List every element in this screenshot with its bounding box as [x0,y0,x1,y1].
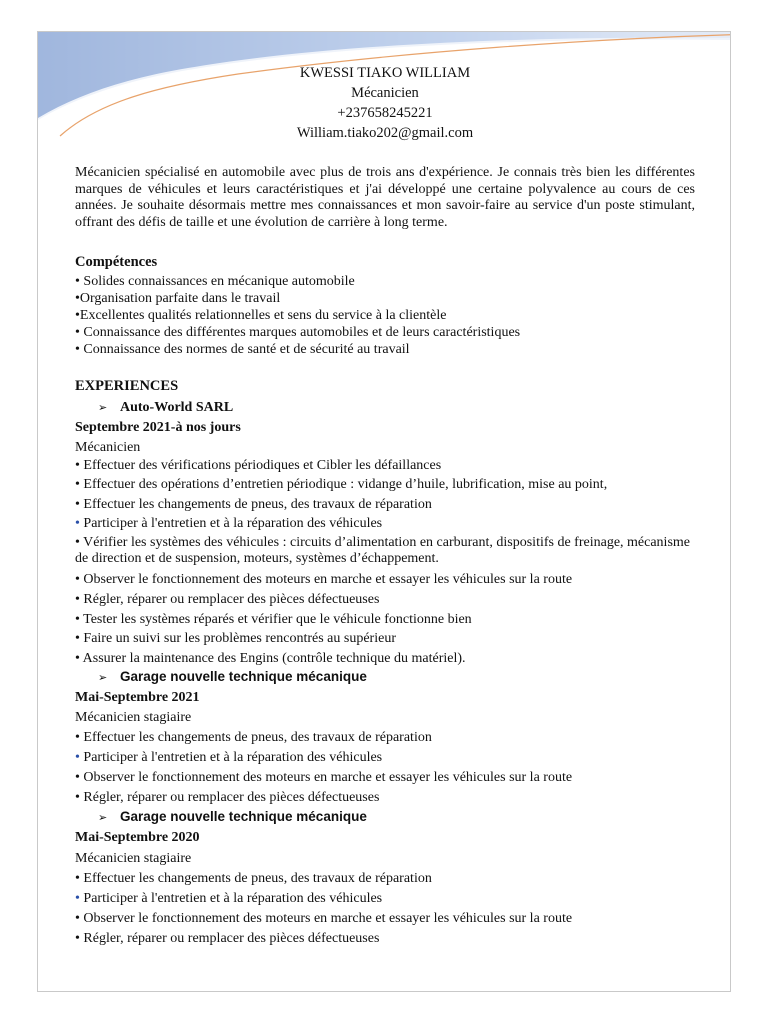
task-item: • Effectuer des opérations d’entretien périodique : vidange d’huile, lubrification, mise au point, [75,477,608,492]
skill-item: •Excellentes qualités relationnelles et sens du service à la clientèle [75,308,447,323]
resume-page [37,31,731,992]
task-item: • Régler, réparer ou remplacer des pièces défectueuses [75,592,380,607]
skills-heading: Compétences [75,254,158,270]
task-item: • Participer à l'entretien et à la réparation des véhicules [75,891,383,906]
skill-item: • Connaissance des différentes marques automobiles et de leurs caractéristiques [75,325,521,340]
experiences-heading: EXPERIENCES [75,378,179,394]
job-role: Mécanicien [75,440,141,455]
task-item: • Observer le fonctionnement des moteurs en marche et essayer les véhicules sur la route [75,911,573,926]
contact-header [75,63,695,143]
task-item: • Observer le fonctionnement des moteurs en marche et essayer les véhicules sur la route [75,572,573,587]
task-item: • Faire un suivi sur les problèmes rencontrés au supérieur [75,631,396,646]
job-period: Mai-Septembre 2020 [75,830,200,845]
task-item: • Assurer la maintenance des Engins (contrôle technique du matériel). [75,651,466,666]
company-name: ➢ Garage nouvelle technique mécanique [98,669,367,684]
arrow-bullet-icon: ➢ [98,671,108,684]
candidate-title: Mécanicien [351,85,419,101]
arrow-bullet-icon: ➢ [98,811,108,824]
job-role: Mécanicien stagiaire [75,851,192,866]
bullet-icon: • [75,516,84,531]
task-item: • Effectuer les changements de pneus, des travaux de réparation [75,730,432,745]
task-item: • Tester les systèmes réparés et vérifier que le véhicule fonctionne bien [75,612,472,627]
skill-item: • Solides connaissances en mécanique automobile [75,274,355,289]
job-period: Septembre 2021-à nos jours [75,420,241,435]
arrow-bullet-icon: ➢ [98,401,108,414]
profile-summary: Mécanicien spécialisé en automobile avec plus de trois ans d'expérience. Je connais très bien les différentes marques de véhicules et leurs caractéristiques et j'ai développé une certaine polyvalence au cours de ces années. Je souhaite désormais mettre mes connaissances et mon savoir-faire au service d'un poste stimulant, offrant des défis de taille et une évolution de carrière à long terme. [75,165,695,230]
task-item: • Effectuer des vérifications périodiques et Cibler les défaillances [75,458,442,473]
bullet-icon: • [75,891,84,906]
candidate-name: KWESSI TIAKO WILLIAM [299,65,471,81]
job-role: Mécanicien stagiaire [75,710,192,725]
company-name: ➢ Auto-World SARL [98,400,234,415]
skill-item: • Connaissance des normes de santé et de sécurité au travail [75,342,410,357]
skill-item: •Organisation parfaite dans le travail [75,291,281,306]
task-item: • Effectuer les changements de pneus, des travaux de réparation [75,871,432,886]
phone-number: +237658245221 [337,105,433,121]
job-period: Mai-Septembre 2021 [75,690,200,705]
task-item: • Observer le fonctionnement des moteurs en marche et essayer les véhicules sur la route [75,770,573,785]
task-item: • Régler, réparer ou remplacer des pièces défectueuses [75,790,380,805]
task-item: • Régler, réparer ou remplacer des pièces défectueuses [75,931,380,946]
task-item: • Vérifier les systèmes des véhicules : circuits d’alimentation en carburant, dispositifs de freinage, mécanisme de direction et de suspension, moteurs, systèmes d’échappement. [75,535,691,566]
task-item: • Effectuer les changements de pneus, des travaux de réparation [75,497,432,512]
email-address: William.tiako202@gmail.com [296,125,474,141]
company-name: ➢ Garage nouvelle technique mécanique [98,809,367,824]
bullet-icon: • [75,750,84,765]
task-item: • Participer à l'entretien et à la réparation des véhicules [75,516,383,531]
task-item: • Participer à l'entretien et à la réparation des véhicules [75,750,383,765]
